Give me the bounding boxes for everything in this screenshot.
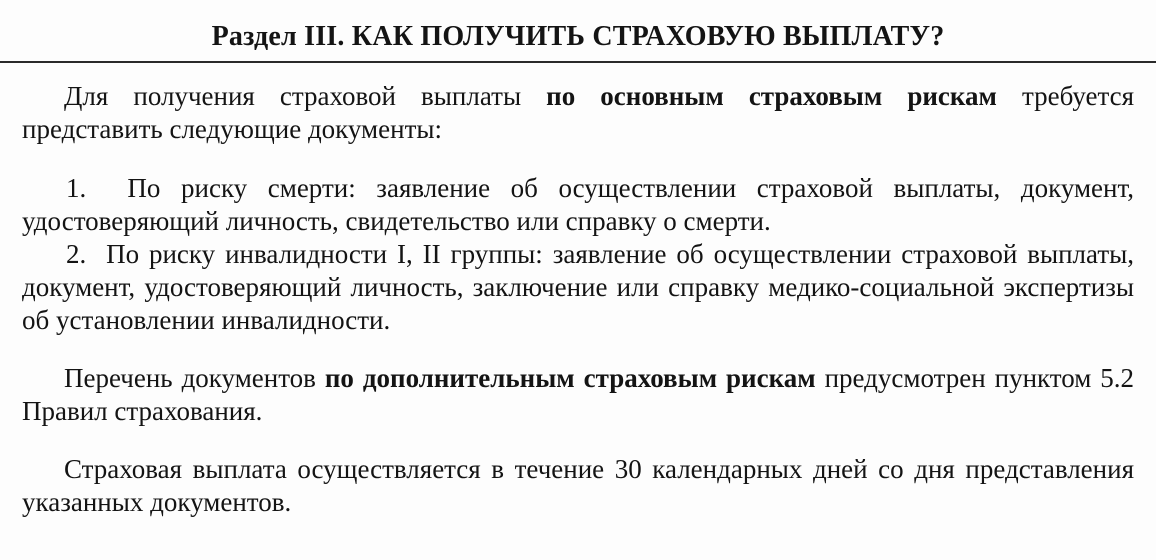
additional-text-before: Перечень документов [64,363,325,393]
intro-text-after: требуется представить следующие документы: [22,81,1134,144]
intro-paragraph [22,80,1134,146]
payment-text: Страховая выплата осуществляется в течение 30 календарных дней со дня представления указанных документов. [22,454,1134,517]
title-divider [0,61,1156,63]
list-item-number: 2. [66,239,87,269]
additional-bold-text: по дополнительным страховым рискам [324,363,816,393]
list-item-text: По риску смерти: заявление об осуществлении страховой выплаты, документ, удостоверяющий личность, свидетельство или справку о смерти. [22,173,1135,236]
list-item [22,172,1134,238]
additional-risks-paragraph [22,362,1134,428]
additional-text-after: предусмотрен пунктом 5.2 Правил страхования. [22,363,1135,426]
section-title: Раздел III. КАК ПОЛУЧИТЬ СТРАХОВУЮ ВЫПЛАТУ? [211,21,945,52]
list-item-number: 1. [66,173,87,203]
list-item [22,238,1134,337]
intro-bold-text: по основным страховым рискам [546,81,997,111]
intro-text-before: Для получения страховой выплаты [64,81,547,111]
list-item-text: По риску инвалидности I, II группы: заявление об осуществлении страховой выплаты, документ, удостоверяющий личность, заключение или справку медико-социальной экспертизы об установлении инвалидности. [22,239,1135,335]
payment-paragraph [22,453,1134,519]
